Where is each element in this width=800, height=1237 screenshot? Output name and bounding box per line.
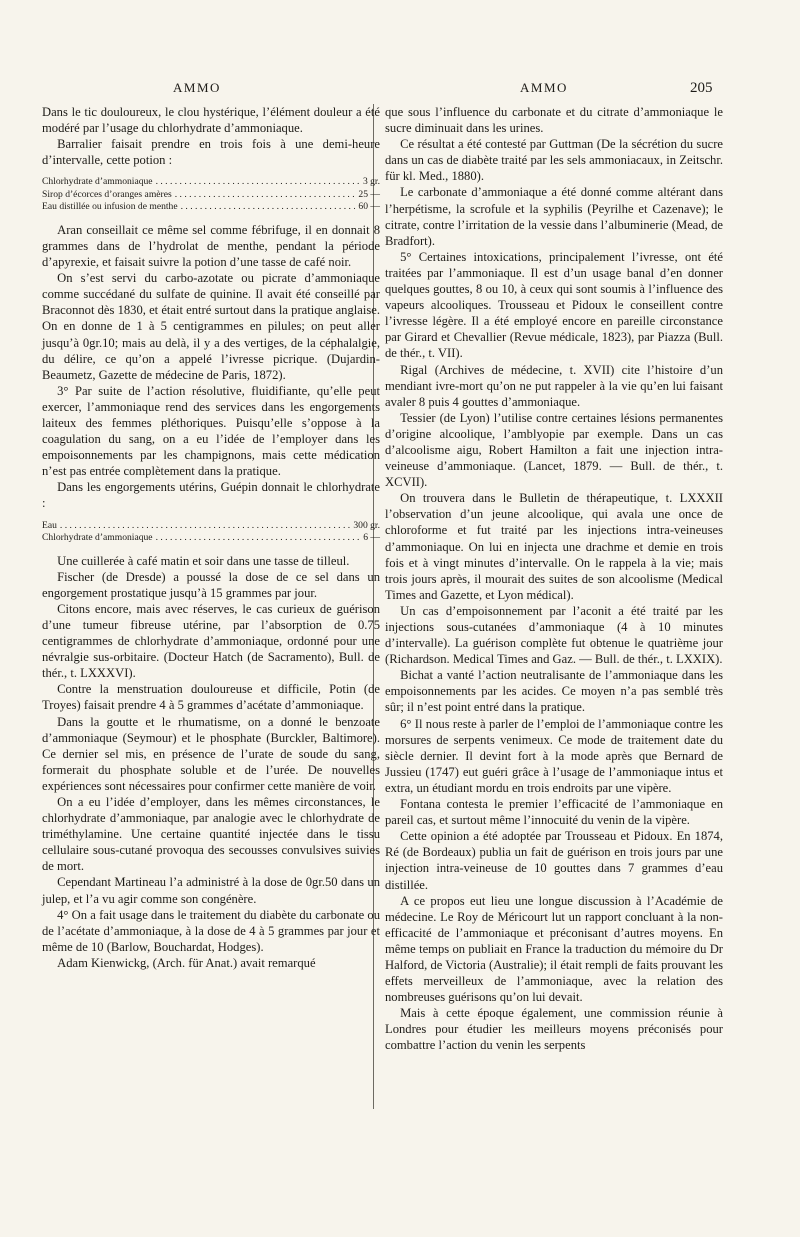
paragraph: Fischer (de Dresde) a poussé la dose de ce sel dans un engorgement prostatique jusqu’à 15 grammes par jour. — [42, 569, 380, 600]
formula-quantity: 60 — — [358, 201, 380, 213]
formula-ingredient: Eau distillée ou infusion de menthe — [42, 201, 178, 213]
paragraph: Bichat a vanté l’action neutralisante de l’ammoniaque dans les empoisonnements par les acides. Ce moyen n’a pas semblé très sûr; il n’est point entré dans la pratique. — [385, 668, 723, 715]
paragraph: Rigal (Archives de médecine, t. XVII) cite l’histoire d’un mendiant ivre-mort qu’on ne put rappeler à la vie qu’en lui faisant avaler 8 puis 4 gouttes d’ammoniaque. — [385, 362, 723, 409]
paragraph: On s’est servi du carbo-azotate ou picrate d’ammoniaque comme succédané du sulfate de quinine. Il avait été conseillé par Braconnot dès 1830, et était entré surtout dans la pratique anglaise. On en donne de 1 à 5 centigrammes en pilules; on peut aller jusqu’à 0gr.10; mais au delà, il y a des vertiges, de la céphalalgie, du délire, ce qu’on a appelé l’ivresse picrique. (Dujardin-Beaumetz, Gazette de médecine de Paris, 1872). — [42, 271, 380, 382]
paragraph: 3° Par suite de l’action résolutive, fluidifiante, qu’elle peut exercer, l’ammoniaque rend des services dans les engorgements laiteux des femmes pléthoriques. Puisqu’elle s’oppose à la coagulation du sang, on a eu l’idée de l’employer dans les empoisonnements par les champignons, mais cette médication n’est pas entrée complètement dans la pratique. — [42, 383, 380, 479]
paragraph: Dans le tic douloureux, le clou hystérique, l’élément douleur a été modéré par l’usage du chlorhydrate d’ammoniaque. — [42, 105, 380, 136]
paragraph: 5° Certaines intoxications, principalement l’ivresse, ont été traitées par l’ammoniaque. Il est d’un usage banal d’en donner quelques gouttes, 8 ou 10, à ceux qui sont soumis à l’influence des vapeurs alcooliques. Trousseau et Pidoux le conseillent contre l’ivresse légère. Il a été employé encore en pareille circonstance par Girard et Chevallier (Revue médicale, 1823), par Piazza (Bull. de thér., t. VII). — [385, 249, 723, 361]
paragraph: 6° Il nous reste à parler de l’emploi de l’ammoniaque contre les morsures de serpents venimeux. Ce mode de traitement date du siècle dernier. Il devint fort à la mode après que Bernard de Jussieu (1747) eut guéri grâce à l’usage de l’ammoniaque intus et extra, un étudiant mordu en trois endroits par une vipère. — [385, 716, 723, 795]
paragraph: A ce propos eut lieu une longue discussion à l’Académie de médecine. Le Roy de Méricourt lut un rapport concluant à la non-efficacité de l’ammoniaque et préconisant d’autres moyens. En même temps on publiait en France la traduction du mémoire du Dr Halford, de Victoria (Australie); il était rempli de faits prouvant les effets merveilleux de l’ammoniaque, avec la relation des nombreuses guérisons qu’on lui devait. — [385, 893, 723, 1005]
paragraph: Adam Kienwickg, (Arch. für Anat.) avait remarqué — [57, 955, 316, 970]
header-right-word: AMMO — [520, 80, 568, 95]
paragraph: Une cuillerée à café matin et soir dans une tasse de tilleul. — [57, 553, 350, 568]
formula-row — [42, 189, 380, 202]
running-header — [0, 80, 800, 100]
formula-row — [42, 176, 380, 189]
paragraph: Contre la menstruation douloureuse et difficile, Potin (de Troyes) faisait prendre 4 à 5 grammes d’acétate d’ammoniaque. — [42, 682, 380, 713]
paragraph: Barralier faisait prendre en trois fois à une demi-heure d’intervalle, cette potion : — [42, 137, 380, 168]
page-number: 205 — [690, 80, 713, 96]
header-left-word: AMMO — [173, 80, 221, 95]
paragraph: que sous l’influence du carbonate et du citrate d’ammoniaque le sucre diminuait dans les urines. — [385, 105, 723, 136]
paragraph: Dans les engorgements utérins, Guépin donnait le chlorhydrate : — [42, 480, 380, 511]
formula-quantity: 3 gr. — [362, 176, 380, 188]
formula-quantity: 6 — — [363, 532, 380, 544]
paragraph: Ce résultat a été contesté par Guttman (De la sécrétion du sucre dans un cas de diabète traité par les sels ammoniacaux, in Zeitschr. für kl. Med., 1880). — [385, 137, 723, 184]
formula-ingredient: Eau — [42, 519, 57, 531]
leader-dots — [175, 189, 356, 202]
paragraph: Mais à cette époque également, une commission réunie à Londres pour étudier les meilleurs moyens préconisés pour combattre l’action du venin les serpents — [385, 1006, 723, 1053]
leader-dots — [156, 176, 360, 189]
formula-ingredient: Chlorhydrate d’ammoniaque — [42, 176, 153, 188]
paragraph: Tessier (de Lyon) l’utilise contre certaines lésions permanentes d’origine alcoolique, l’amblyopie par exemple. Dans un cas d’alcoolisme aigu, Robert Hamilton a fait une injection intra-veineuse d’ammoniaque. (Lancet, 1879. — Bull. de thér., t. XCVII). — [385, 410, 723, 490]
formula-potion — [42, 176, 380, 214]
formula-row — [42, 520, 380, 533]
paragraph: Dans la goutte et le rhumatisme, on a donné le benzoate d’ammoniaque (Seymour) et le phosphate (Burckler, Baltimore). Ce dernier sel mis, en présence de l’urate de soude du sang, formerait du phosphate soluble et de l’urée. De nouvelles expériences sont nécessaires pour confirmer cette manière de voir. — [42, 714, 380, 793]
left-column — [42, 104, 380, 971]
leader-dots — [181, 201, 356, 214]
paragraph: Cependant Martineau l’a administré à la dose de 0gr.50 dans un julep, et l’a vu agir comme son congénère. — [42, 875, 380, 906]
paragraph: Cette opinion a été adoptée par Trousseau et Pidoux. En 1874, Ré (de Bordeaux) publia un fait de guérison en trois jours par une injection intra-veineuse de 10 gouttes dans 7 grammes d’eau distillée. — [385, 829, 723, 892]
formula-row — [42, 201, 380, 214]
right-column — [385, 104, 723, 1054]
formula-quantity: 300 gr. — [353, 519, 380, 531]
formula-row — [42, 532, 380, 545]
paragraph: On trouvera dans le Bulletin de thérapeutique, t. LXXXII l’observation d’un jeune alcoolique, qui avala une once de chloroforme et fut traité par les injections intra-veineuses d’ammoniaque. On lui en injecta une drachme et demie en trois fois et à vingt minutes d’intervalle. On le rappela à la vie; mais trois jours après, il mourait des suites de son alcoolisme (Medical Times and Gazette, et Lyon médical). — [385, 491, 723, 602]
leader-dots — [156, 532, 361, 545]
paragraph: Fontana contesta le premier l’efficacité de l’ammoniaque en pareil cas, et surtout même l’innocuité du venin de la vipère. — [385, 797, 723, 828]
paragraph: Le carbonate d’ammoniaque a été donné comme altérant dans l’herpétisme, la scrofule et la syphilis (Peyrilhe et Cazenave); le citrate, contre l’irritation de la vessie dans l’albuminerie (Mead, de Bradfort). — [385, 185, 723, 248]
paragraph: Un cas d’empoisonnement par l’aconit a été traité par les injections sous-cutanées d’ammoniaque (4 à 10 minutes d’intervalle). La guérison complète fut obtenue le quatrième jour (Richardson. Medical Times and Gaz. — Bull. de thér., t. LXXIX). — [385, 603, 723, 667]
leader-dots — [60, 520, 350, 533]
formula-ingredient: Chlorhydrate d’ammoniaque — [42, 532, 153, 544]
formula-quantity: 25 — — [358, 188, 380, 200]
paragraph: On a eu l’idée d’employer, dans les mêmes circonstances, le chlorhydrate d’ammoniaque, par analogie avec le chlorhydrate de triméthylamine. Une certaine quantité injectée dans le tissu cellulaire sous-cutané provoqua des secousses convulsives suivies de mort. — [42, 794, 380, 874]
formula-ingredient: Sirop d’écorces d’oranges amères — [42, 188, 172, 200]
paragraph: Citons encore, mais avec réserves, le cas curieux de guérison d’une tumeur fibreuse utérine, par l’absorption de 0.75 centigrammes de chlorhydrate d’ammoniaque, ordonné pour une névralgie sus-orbitaire. (Docteur Hatch (de Sacramento), Bull. de thér., t. LXXXVI). — [42, 601, 380, 681]
paragraph: Aran conseillait ce même sel comme fébrifuge, il en donnait 8 grammes dans de l’hydrolat de menthe, pendant la période d’apyrexie, et faisait suivre la potion d’une tasse de café noir. — [42, 222, 380, 270]
formula-uterine — [42, 520, 380, 545]
paragraph: 4° On a fait usage dans le traitement du diabète du carbonate ou de l’acétate d’ammoniaque, à la dose de 4 à 5 grammes par jour et même de 10 (Barlow, Bouchardat, Hodges). — [42, 907, 380, 954]
